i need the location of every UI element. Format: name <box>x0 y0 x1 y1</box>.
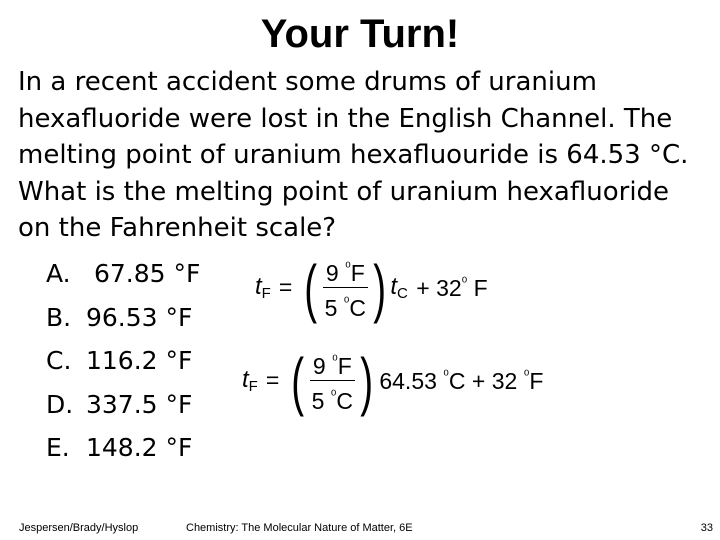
fraction-numerator <box>324 253 367 287</box>
denominator-value: 5 <box>311 388 325 414</box>
choice-value: 337.5 °F <box>86 389 193 419</box>
substituted-formula <box>242 346 543 415</box>
conversion-formula <box>255 253 488 322</box>
degree-mark: ⁰ <box>343 294 350 310</box>
question-line: hexafluoride were lost in the English Channel. The <box>18 103 673 134</box>
answer-choice-d[interactable] <box>46 383 200 427</box>
parenthesized-fraction <box>287 346 377 415</box>
choice-value: 96.53 °F <box>86 302 193 332</box>
choice-value: 67.85 °F <box>86 259 201 288</box>
answer-choice-e[interactable] <box>46 426 200 470</box>
formula-lhs-subscript: F <box>248 378 258 395</box>
equals-sign: = <box>278 274 293 300</box>
question-line: In a recent accident some drums of uranium <box>18 67 597 97</box>
answer-choice-c[interactable] <box>46 339 200 383</box>
page-number: 33 <box>700 522 713 534</box>
degree-mark: ⁰ <box>345 259 351 275</box>
formula-lhs-subscript: F <box>261 285 271 302</box>
denominator-unit: C <box>349 295 367 321</box>
answer-choices <box>46 252 200 470</box>
formula-variable <box>390 273 408 302</box>
choice-value: 116.2 °F <box>86 346 193 375</box>
choice-letter: D. <box>46 389 74 419</box>
given-value: 64.53 <box>379 367 437 394</box>
fraction <box>323 253 368 322</box>
answer-choice-a[interactable] <box>46 252 200 296</box>
question-text <box>18 64 708 247</box>
parenthesized-fraction <box>300 253 390 322</box>
denominator-value: 5 <box>324 295 338 321</box>
formula-lhs <box>242 366 258 395</box>
tail-unit: F <box>529 367 544 394</box>
degree-mark: ⁰ <box>330 387 337 403</box>
formula-tail <box>379 367 543 395</box>
given-unit: C + 32 <box>448 367 518 394</box>
variable-subscript: C <box>397 285 408 302</box>
degree-mark: ⁰ <box>523 366 530 383</box>
formula-lhs-symbol: t <box>255 273 262 300</box>
tail-value: + 32 <box>409 274 462 301</box>
question-line: What is the melting point of uranium hexafluoride <box>18 176 670 207</box>
choice-letter: B. <box>46 302 72 332</box>
tail-unit: F <box>467 274 488 301</box>
choice-value: 148.2 °F <box>86 433 193 462</box>
choice-letter: A. <box>46 259 71 288</box>
answer-choice-b[interactable] <box>46 296 200 340</box>
right-paren: ) <box>360 344 374 417</box>
left-paren: ( <box>291 344 305 417</box>
numerator-unit: F <box>350 260 365 286</box>
choice-letter: E. <box>46 433 70 462</box>
footer-book-title: Chemistry: The Molecular Nature of Matter, 6E <box>186 522 413 534</box>
fraction-numerator <box>311 346 354 380</box>
right-paren: ) <box>373 251 387 324</box>
denominator-unit: C <box>336 388 354 414</box>
fraction-denominator <box>323 288 368 322</box>
numerator-value: 9 <box>312 353 326 379</box>
degree-mark: ⁰ <box>461 273 468 290</box>
degree-mark: ⁰ <box>332 352 338 368</box>
formula-tail <box>410 274 488 302</box>
numerator-unit: F <box>337 353 352 379</box>
variable-symbol: t <box>390 273 398 300</box>
formula-lhs <box>255 273 271 302</box>
fraction-denominator <box>310 381 355 415</box>
footer-authors: Jespersen/Brady/Hyslop <box>19 522 139 534</box>
question-line: on the Fahrenheit scale? <box>18 213 337 243</box>
numerator-value: 9 <box>325 260 339 286</box>
slide-title: Your Turn! <box>260 12 460 56</box>
question-line: melting point of uranium hexafluouride is 64.53 °C. <box>18 140 689 170</box>
fraction <box>310 346 355 415</box>
degree-mark: ⁰ <box>443 366 449 383</box>
formula-lhs-symbol: t <box>242 366 249 393</box>
equals-sign: = <box>265 367 280 393</box>
choice-letter: C. <box>46 346 72 375</box>
left-paren: ( <box>304 251 318 324</box>
